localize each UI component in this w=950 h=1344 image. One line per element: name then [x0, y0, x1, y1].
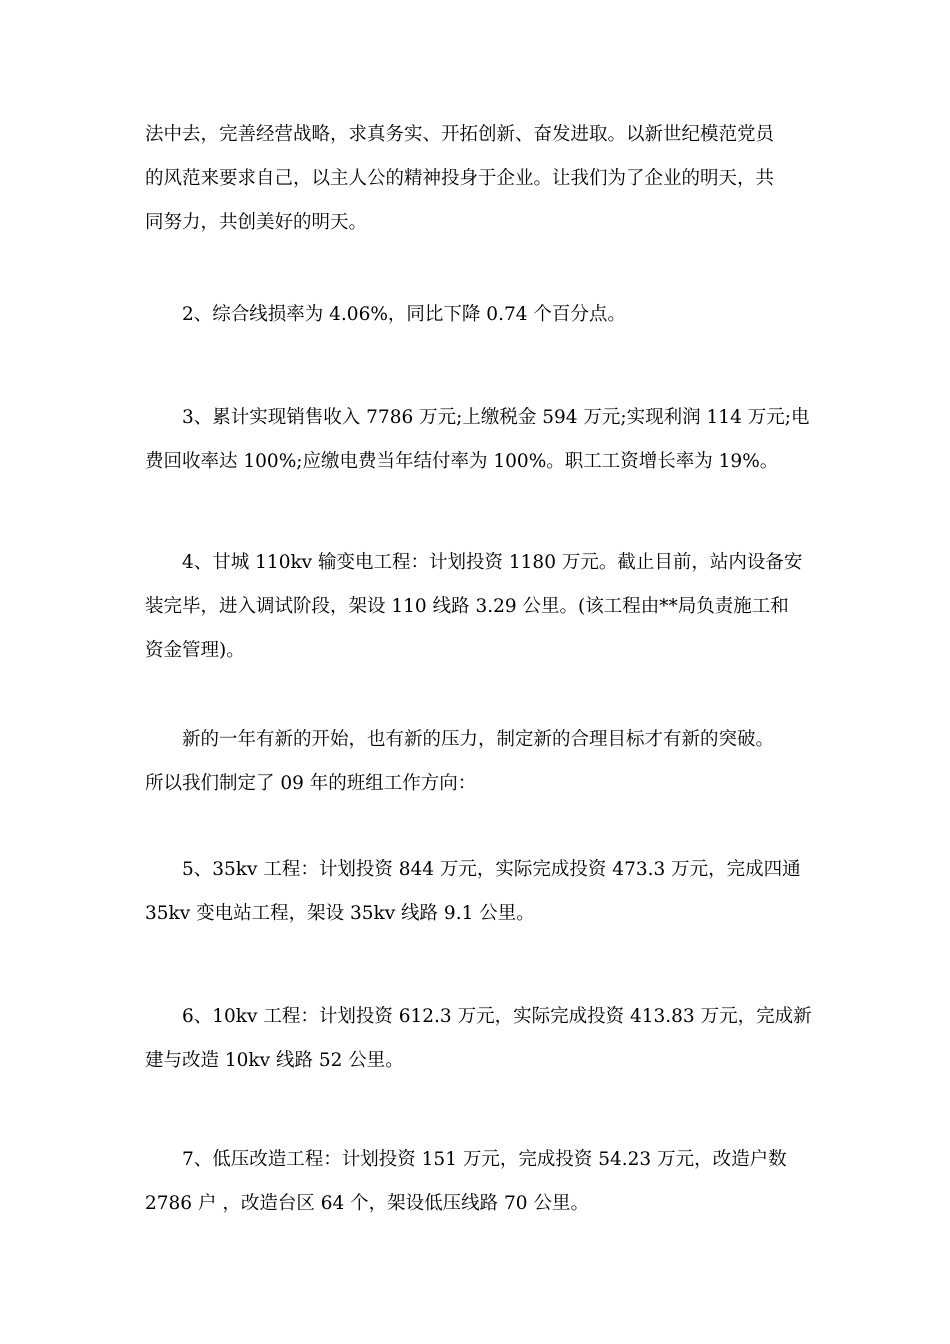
text-line: 2、综合线损率为 4.06%，同比下降 0.74 个百分点。 [182, 304, 626, 325]
text-line: 装完毕，进入调试阶段，架设 110 线路 3.29 公里。(该工程由**局负责施工和 [145, 596, 789, 617]
text-line: 5、35kv 工程：计划投资 844 万元，实际完成投资 473.3 万元，完成四通 [182, 859, 801, 880]
text-line: 2786 户 ，改造台区 64 个，架设低压线路 70 公里。 [145, 1193, 589, 1214]
paragraph-conclusion [145, 113, 810, 245]
paragraph-item-6 [145, 995, 810, 1083]
text-line: 3、累计实现销售收入 7786 万元;上缴税金 594 万元;实现利润 114 万元;电 [182, 407, 810, 428]
text-line: 费回收率达 100%;应缴电费当年结付率为 100%。职工工资增长率为 19%。 [145, 451, 779, 472]
text-line: 同努力，共创美好的明天。 [145, 212, 368, 233]
paragraph-item-5 [145, 848, 810, 936]
paragraph-item-3 [145, 396, 810, 484]
text-line: 的风范来要求自己，以主人公的精神投身于企业。让我们为了企业的明天，共 [145, 168, 775, 189]
paragraph-item-4 [145, 541, 810, 673]
text-line: 所以我们制定了 09 年的班组工作方向： [145, 773, 477, 794]
paragraph-item-7 [145, 1138, 810, 1226]
text-line: 资金管理)。 [145, 640, 245, 661]
text-line: 6、10kv 工程：计划投资 612.3 万元，实际完成投资 413.83 万元，完成新 [182, 1006, 812, 1027]
text-line: 法中去，完善经营战略，求真务实、开拓创新、奋发进取。以新世纪模范党员 [145, 124, 775, 145]
text-line: 35kv 变电站工程，架设 35kv 线路 9.1 公里。 [145, 903, 535, 924]
paragraph-item-2 [145, 293, 810, 337]
text-line: 7、低压改造工程：计划投资 151 万元，完成投资 54.23 万元，改造户数 [182, 1149, 787, 1170]
text-line: 4、甘城 110kv 输变电工程：计划投资 1180 万元。截止目前，站内设备安 [182, 552, 803, 573]
paragraph-new-year [145, 718, 810, 806]
text-line: 新的一年有新的开始，也有新的压力，制定新的合理目标才有新的突破。 [182, 729, 775, 750]
text-line: 建与改造 10kv 线路 52 公里。 [145, 1050, 404, 1071]
